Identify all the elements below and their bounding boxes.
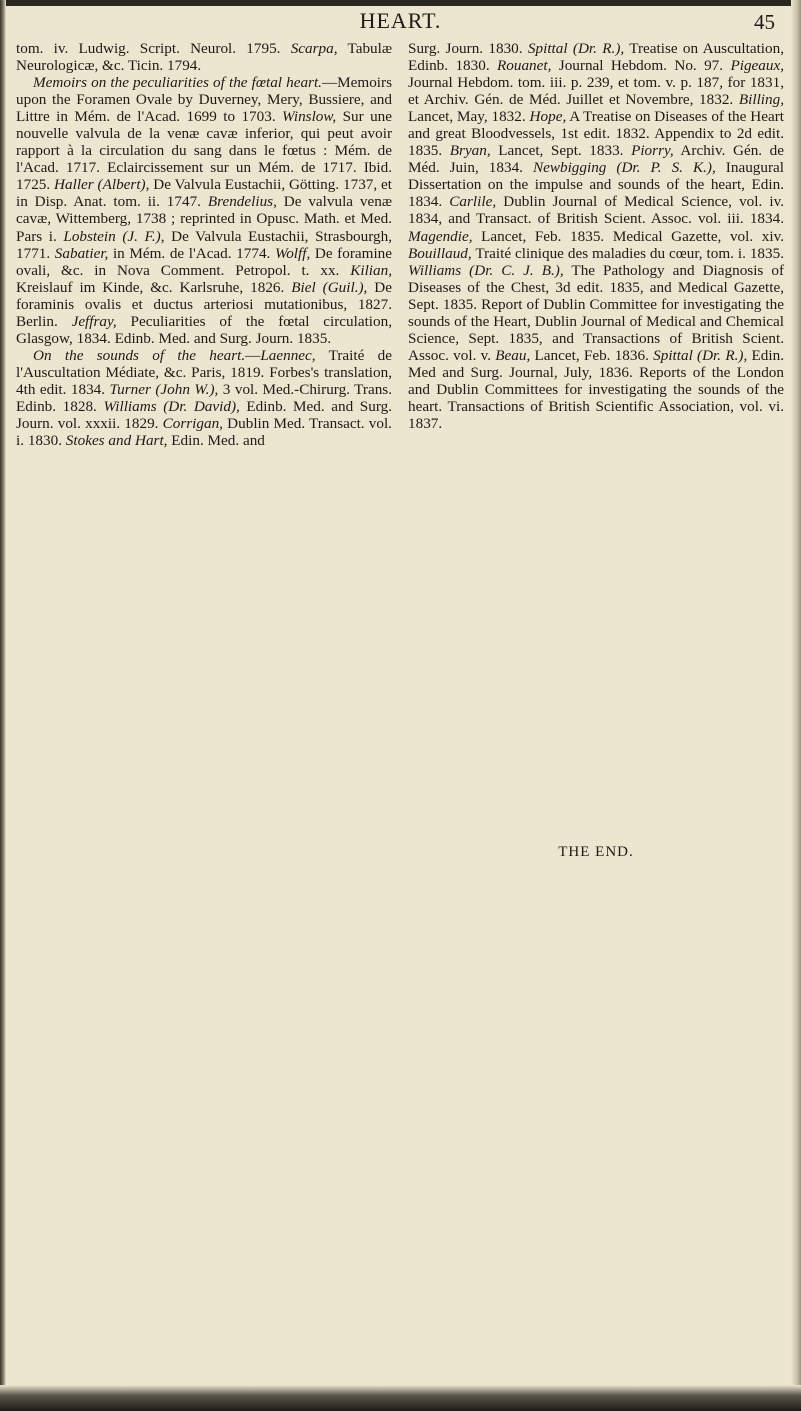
citation-author: Biel (Guil.), (291, 278, 368, 296)
citation-text: De Valvula Eustachii, Götting. 1737, et in Disp. Anat. tom. ii. 1747. (16, 176, 393, 211)
citation-text: De Valvula Eustachii, Strasbourgh, 1771. (16, 227, 392, 262)
citation-text: tom. iv. Ludwig. Script. Neurol. 1795. (16, 40, 291, 57)
citation-author: Brendelius, (207, 193, 277, 211)
citation-author: Piorry, (631, 142, 674, 160)
citation-text: Archiv. Gén. de Méd. Juin, 1834. (408, 142, 784, 177)
paragraph (408, 40, 784, 432)
citation-author: Memoirs on the peculiarities of the fœtal heart. (33, 74, 322, 92)
citation-text: Inaugural Dissertation on the impulse and sounds of the heart, Edin. 1834. (408, 159, 784, 211)
citation-text: Dublin Journal of Medical Science, vol. iv. 1834, and Transact. of British Scient. Assoc. vol. iii. 1834. (408, 193, 784, 228)
citation-author: Magendie, (408, 227, 473, 245)
citation-author: Williams (Dr. C. J. B.), (408, 261, 564, 279)
citation-author: Jeffray, (71, 312, 117, 330)
citation-author: Rouanet, (497, 57, 552, 75)
citation-author: Laennec, (260, 346, 316, 364)
the-end-label: THE END. (558, 844, 634, 860)
paragraph (16, 40, 392, 74)
citation-author: Wolff, (274, 244, 311, 262)
citation-text: De foraminis ovalis et ductus arteriosi mutationibus, 1827. Berlin. (16, 278, 392, 330)
top-edge-rule (0, 0, 801, 6)
citation-author: Winslow, (282, 108, 337, 126)
citation-text: Sur une nouvelle valvula de la venæ cavæ inferior, qui peut avoir rapport à la circulation du sang dans le fœtus : Mém. de l'Acad. 1717. Eclaircissement sur un Mém. de 1717. Ibid. 1725. (16, 108, 392, 194)
citation-text: —Memoirs upon the Foramen Ovale by Duverney, Mery, Bussiere, and Littre in Mém. de l'Acad. 1699 to 1703. (16, 74, 392, 126)
citation-text: Traité clinique des maladies du cœur, tom. i. 1835. (471, 244, 784, 262)
citation-author: On the sounds of the heart. (33, 346, 246, 364)
citation-author: Stokes and Hart, (65, 432, 168, 450)
citation-text: Edin. Med and Surg. Journal, July, 1836. Reports of the London and Dublin Committees for investigating the sounds of the heart. Transactions of British Scientific Association, vol. vi. 1837. (408, 346, 784, 433)
citation-text: Lancet, Sept. 1833. (490, 142, 632, 160)
citation-text: Edinb. Med. and Surg. Journ. vol. xxxii. 1829. (16, 397, 393, 433)
citation-text: De foramine ovali, &c. in Nova Comment. Petropol. t. xx. (16, 244, 392, 279)
citation-text: Treatise on Auscultation, Edinb. 1830. (408, 40, 785, 75)
left-column (16, 40, 392, 449)
citation-author: Beau, (495, 346, 531, 364)
citation-author: Kilian, (350, 261, 392, 279)
citation-text: Journal Hebdom. No. 97. (551, 57, 731, 75)
citation-text: Lancet, Feb. 1835. Medical Gazette, vol. xiv. (472, 227, 784, 245)
citation-text: Lancet, May, 1832. (408, 108, 530, 126)
citation-text: Kreislauf im Kinde, &c. Karlsruhe, 1826. (16, 278, 292, 296)
citation-text: Lancet, Feb. 1836. (530, 346, 654, 364)
citation-author: Turner (John W.), (109, 380, 219, 398)
citation-author: Scarpa, (290, 40, 338, 57)
citation-author: Bryan, (449, 142, 491, 160)
page-number: 45 (754, 10, 775, 34)
citation-author: Haller (Albert), (54, 176, 150, 194)
citation-text: Dublin Med. Transact. vol. i. 1830. (16, 415, 392, 450)
citation-text: Traité de l'Auscultation Médiate, &c. Paris, 1819. Forbes's translation, 4th edit. 1834. (16, 346, 392, 398)
citation-author: Pigeaux, (730, 57, 785, 75)
citation-text: 3 vol. Med.-Chirurg. Trans. Edinb. 1828. (16, 380, 393, 415)
citation-text: De valvula venæ cavæ, Wittemberg, 1738 ; reprinted in Opusc. Math. et Med. Pars i. (16, 193, 392, 245)
citation-author: Carlile, (449, 193, 497, 211)
citation-text: — (245, 346, 261, 364)
citation-text: Surg. Journ. 1830. (408, 40, 528, 57)
citation-author: Spittal (Dr. R.), (653, 346, 748, 364)
citation-text: A Treatise on Diseases of the Heart and great Bloodvessels, 1st edit. 1832. Appendix to 2d edit. 1835. (408, 108, 784, 160)
citation-text: Tabulæ Neurologicæ, &c. Ticin. 1794. (16, 40, 392, 75)
citation-author: Corrigan, (162, 415, 223, 433)
citation-author: Bouillaud, (408, 244, 472, 262)
left-page-edge (0, 0, 6, 1411)
citation-author: Sabatier, (54, 244, 109, 262)
citation-author: Spittal (Dr. R.), (527, 40, 625, 57)
right-page-edge (791, 0, 801, 1411)
citation-text: in Mém. de l'Acad. 1774. (108, 244, 275, 262)
citation-author: Hope, (529, 108, 567, 126)
citation-author: Lobstein (J. F.), (63, 227, 165, 245)
citation-author: Billing, (738, 91, 784, 109)
paragraph (16, 74, 392, 347)
citation-text: Edin. Med. and (167, 432, 265, 450)
right-column (408, 40, 784, 432)
bottom-page-edge (0, 1385, 801, 1411)
paragraph (16, 347, 392, 449)
citation-text: Peculiarities of the fœtal circulation, Glasgow, 1834. Edinb. Med. and Surg. Journ. 1835. (16, 312, 392, 347)
citation-author: Newbigging (Dr. P. S. K.), (532, 159, 716, 177)
running-title: HEART. (359, 8, 442, 33)
citation-text: Journal Hebdom. tom. iii. p. 239, et tom. v. p. 187, for 1831, et Archiv. Gén. de Méd. Juillet et Novembre, 1832. (408, 74, 784, 109)
citation-author: Williams (Dr. David), (103, 397, 240, 415)
citation-text: The Pathology and Diagnosis of Diseases of the Chest, 3d edit. 1835, and Medical Gazette, Sept. 1835. Report of Dublin Committee for investigating the sounds of the Heart, Dublin Journal of Medical and Chemical Science, Sept. 1835, and Transactions of British Scient. Assoc. vol. v. (408, 261, 785, 364)
